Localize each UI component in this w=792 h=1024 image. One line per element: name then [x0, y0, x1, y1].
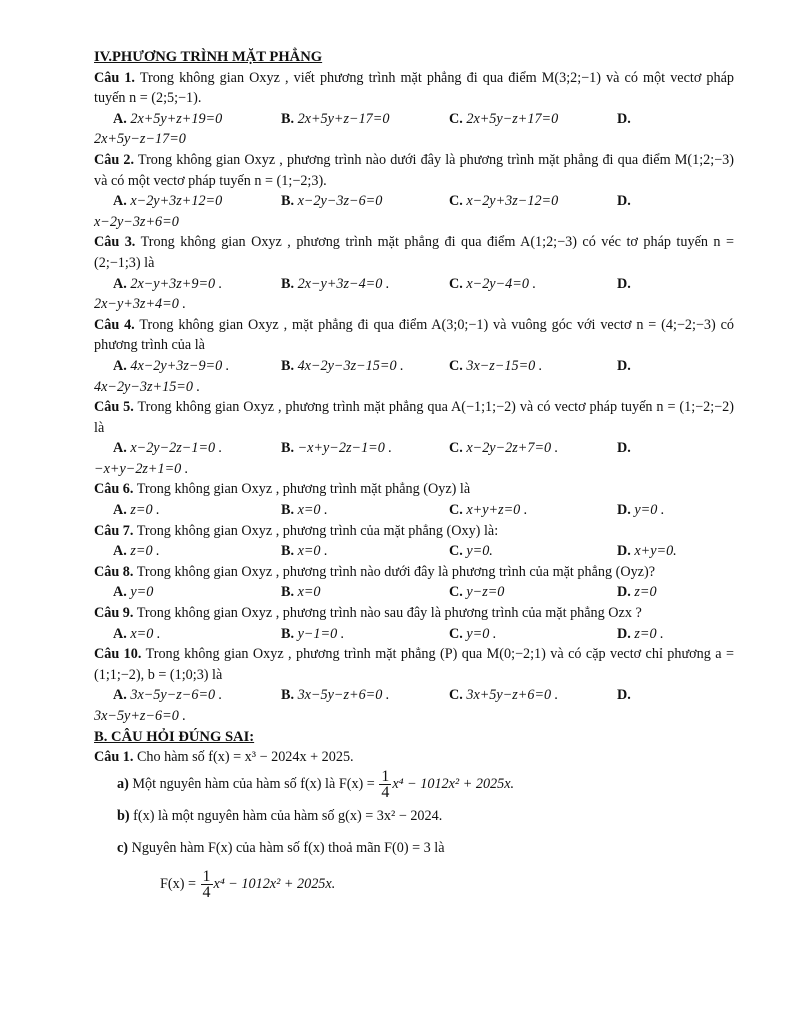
question-4: [94, 315, 734, 397]
answer-options: [94, 541, 734, 562]
option-d[interactable]: D. x+y=0.: [617, 543, 677, 560]
tf-item-c: c) Nguyên hàm F(x) của hàm số f(x) thoả mãn F(0) = 3 là: [117, 840, 445, 857]
question-stem: [94, 521, 734, 542]
option-a[interactable]: A. x=0 .: [113, 625, 161, 642]
option-a[interactable]: A. 4x−2y+3z−9=0 .: [113, 357, 230, 374]
option-b[interactable]: B. x−2y−3z−6=0: [281, 193, 383, 210]
question-stem: [94, 68, 734, 109]
option-b[interactable]: B. 2x+5y+z−17=0: [281, 110, 390, 127]
question-label: Câu 8.: [94, 563, 134, 580]
tf-item-a: a) Một nguyên hàm của hàm số f(x) là F(x) = $\frac{1}{4}$ x⁴ − 1012x² + 2025x.: [117, 768, 515, 802]
document-page: [94, 47, 734, 904]
option-c[interactable]: C. 3x−z−15=0 .: [449, 357, 543, 374]
question-label: Câu 2.: [94, 151, 135, 168]
question-1: [94, 68, 734, 150]
question-text: Trong không gian Oxyz , phương trình mặt phẳng (P) qua M(0;−2;1) và có cặp vectơ chỉ phương a = (1;1;−2), b = (1;0;3) là: [94, 646, 735, 683]
question-stem: [94, 562, 734, 583]
option-b[interactable]: B. x=0 .: [281, 502, 328, 519]
option-a[interactable]: A. x−2y+3z+12=0: [113, 193, 223, 210]
question-text: Trong không gian Oxyz , phương trình của mặt phẳng (Oxy) là:: [136, 522, 499, 539]
option-d-value: x−2y−3z+6=0: [94, 213, 179, 230]
option-d[interactable]: D. y=0 .: [617, 502, 665, 519]
answer-options: [94, 356, 734, 377]
question-label: Câu 10.: [94, 646, 142, 663]
question-text: Trong không gian Oxyz , phương trình mặt phẳng (Oyz) là: [136, 481, 471, 498]
question-label: Câu 3.: [94, 234, 136, 251]
section-title: IV.PHƯƠNG TRÌNH MẶT PHẲNG: [94, 49, 323, 65]
tf-item-b: b) f(x) là một nguyên hàm của hàm số g(x) = 3x² − 2024.: [117, 808, 443, 825]
question-9: [94, 603, 734, 644]
question-text: Trong không gian Oxyz , phương trình nào dưới đây là phương trình của mặt phẳng (Oyz)?: [136, 563, 655, 580]
question-text: Trong không gian Oxyz , viết phương trình mặt phẳng đi qua điểm M(3;2;−1) và có một vectơ pháp tuyến n = (2;5;−1).: [94, 69, 734, 107]
answer-options: [94, 624, 734, 645]
answer-options: [94, 685, 734, 706]
option-d[interactable]: D.: [617, 193, 631, 210]
question-text: Trong không gian Oxyz , phương trình mặt phẳng đi qua điểm A(1;2;−3) có véc tơ pháp tuyến n = (2;−1;3) là: [94, 234, 735, 271]
option-d[interactable]: D.: [617, 110, 631, 127]
fraction: $\frac{1}{4}$: [381, 768, 390, 802]
question-stem: [94, 232, 734, 273]
option-c[interactable]: C. y=0 .: [449, 625, 497, 642]
answer-options: [94, 274, 734, 295]
option-a[interactable]: A. 3x−5y−z−6=0 .: [113, 687, 223, 704]
option-d[interactable]: D.: [617, 275, 631, 292]
option-a[interactable]: A. 2x−y+3z+9=0 .: [113, 275, 223, 292]
option-c[interactable]: C. x+y+z=0 .: [449, 502, 528, 519]
option-c[interactable]: C. y−z=0: [449, 584, 505, 601]
question-stem: [94, 315, 734, 356]
question-7: [94, 521, 734, 562]
option-b[interactable]: B. 2x−y+3z−4=0 .: [281, 275, 390, 292]
question-text: Cho hàm số f(x) = x³ − 2024x + 2025.: [136, 749, 354, 766]
option-d[interactable]: D. z=0: [617, 584, 657, 601]
option-c[interactable]: C. 3x+5y−z+6=0 .: [449, 687, 559, 704]
answer-options: [94, 109, 734, 130]
question-list: [94, 68, 734, 727]
option-c[interactable]: C. x−2y−4=0 .: [449, 275, 537, 292]
option-d[interactable]: D. z=0 .: [617, 625, 664, 642]
question-text: Trong không gian Oxyz , phương trình nào sau đây là phương trình của mặt phẳng Ozx ?: [136, 605, 642, 622]
option-b[interactable]: B. −x+y−2z−1=0 .: [281, 440, 392, 457]
question-text: Trong không gian Oxyz , phương trình nào dưới đây là phương trình mặt phẳng đi qua điểm M(1;2;−3) và có một vectơ pháp tuyến n = (1;−2;3).: [94, 151, 734, 189]
option-d-value: 3x−5y+z−6=0 .: [94, 708, 186, 724]
option-c[interactable]: C. y=0.: [449, 543, 493, 560]
question-label: Câu 7.: [94, 522, 134, 539]
question-text: Trong không gian Oxyz , phương trình mặt phẳng qua A(−1;1;−2) và có vectơ pháp tuyến n = (1;−2;−2) là: [94, 399, 734, 436]
question-stem: [94, 644, 734, 685]
question-label: Câu 9.: [94, 605, 134, 622]
question-label: Câu 1.: [94, 749, 134, 766]
option-c[interactable]: C. x−2y−2z+7=0 .: [449, 440, 559, 457]
question-8: [94, 562, 734, 603]
option-d[interactable]: D.: [617, 440, 631, 457]
option-c[interactable]: C. x−2y+3z−12=0: [449, 193, 559, 210]
question-label: Câu 4.: [94, 316, 135, 333]
answer-options: [94, 500, 734, 521]
option-b[interactable]: B. 3x−5y−z+6=0 .: [281, 687, 390, 704]
question-stem: [94, 479, 734, 500]
question-text: Trong không gian Oxyz , mặt phẳng đi qua điểm A(3;0;−1) và vuông góc với vectơ n = (4;−2;−3) có phương trình của là: [94, 316, 735, 354]
option-d[interactable]: D.: [617, 357, 631, 374]
question-10: [94, 644, 734, 726]
option-d-value: 4x−2y−3z+15=0 .: [94, 378, 201, 395]
question-2: [94, 150, 734, 232]
question-stem: [94, 150, 734, 191]
option-b[interactable]: B. x=0 .: [281, 543, 328, 560]
option-a[interactable]: A. z=0 .: [113, 502, 160, 519]
question-stem: [94, 397, 734, 438]
answer-options: [94, 438, 734, 459]
tf-question: [94, 747, 734, 768]
option-a[interactable]: A. y=0: [113, 584, 154, 601]
option-d-value: 2x+5y−z−17=0: [94, 131, 186, 148]
question-stem: [94, 603, 734, 624]
question-label: Câu 1.: [94, 69, 135, 86]
question-3: [94, 232, 734, 314]
option-b[interactable]: B. y−1=0 .: [281, 625, 345, 642]
option-b[interactable]: B. x=0: [281, 584, 321, 601]
tf-final-formula: F(x) = $\frac{1}{4}$ x⁴ − 1012x² + 2025x.: [160, 868, 336, 902]
option-b[interactable]: B. 4x−2y−3z−15=0 .: [281, 357, 404, 374]
option-a[interactable]: A. z=0 .: [113, 543, 160, 560]
answer-options: [94, 191, 734, 212]
option-c[interactable]: C. 2x+5y−z+17=0: [449, 110, 559, 127]
option-a[interactable]: A. x−2y−2z−1=0 .: [113, 440, 223, 457]
question-label: Câu 5.: [94, 399, 134, 416]
option-d-value: −x+y−2z+1=0 .: [94, 460, 189, 477]
option-a[interactable]: A. 2x+5y+z+19=0: [113, 110, 223, 127]
fraction: $\frac{1}{4}$: [202, 868, 211, 902]
question-6: [94, 479, 734, 520]
option-d-value: 2x−y+3z+4=0 .: [94, 296, 186, 313]
answer-options: [94, 582, 734, 603]
section-b-title: B. CÂU HỎI ĐÚNG SAI:: [94, 728, 255, 745]
question-label: Câu 6.: [94, 481, 134, 498]
question-5: [94, 397, 734, 479]
option-d[interactable]: D.: [617, 687, 631, 704]
